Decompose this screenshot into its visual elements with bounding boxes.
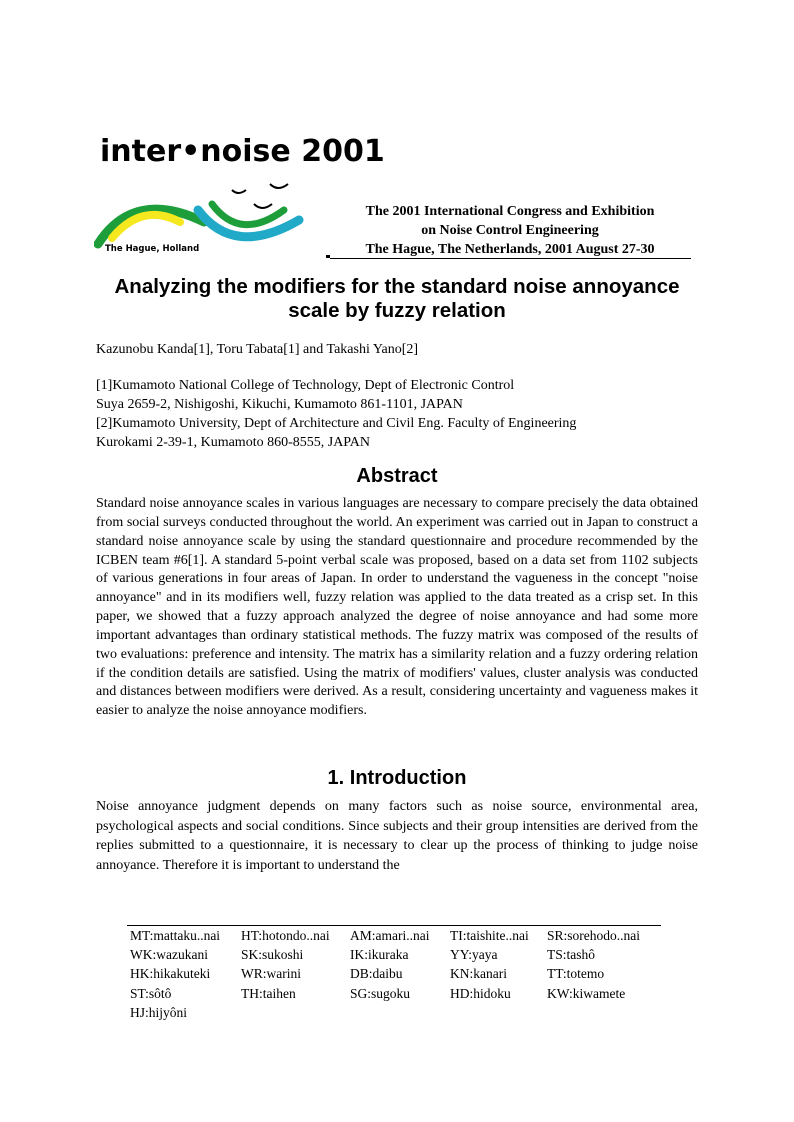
footnote-term: KW:kiwamete	[547, 985, 626, 1001]
paper-title: Analyzing the modifiers for the standard noise annoyance scale by fuzzy relation	[114, 275, 680, 322]
footnote-term: HT:hotondo..nai	[241, 928, 330, 943]
footnote-term: TH:taihen	[241, 985, 296, 1001]
footnote-term: TI:taishite..nai	[450, 928, 529, 943]
affiliation-line: Suya 2659-2, Nishigoshi, Kikuchi, Kumamoto 861-1101, JAPAN	[96, 397, 463, 412]
abstract-text: Standard noise annoyance scales in various languages are necessary to compare precisely the data obtained from social surveys conducted throughout the world. An experiment was carried out in Japan to construct a standard noise annoyance scale by using the standard questionnaire and procedure recommended by the ICBEN team #6[1]. A standard 5-point verbal scale was proposed, based on a data set from 1102 subjects of various generations in four areas of Japan. In order to understand the vagueness in the concept "noise annoyance" and in its modifiers well, fuzzy relation was applied to the data treated as a crisp set. In this paper, we showed that a fuzzy approach analyzed the degree of noise annoyance and had some more important advantages than ordinary statistical methods. The fuzzy matrix was composed of the results of two evaluations: preference and intensity. The matrix has a similarity relation and a fuzzy ordering relation if the condition details are satisfied. Using the matrix of modifiers' values, cluster analysis was conducted and distances between modifiers were derived. As a result, considering uncertainty and vagueness makes it easier to analyze the noise annoyance modifiers.	[96, 496, 698, 719]
introduction-text: Noise annoyance judgment depends on many factors such as noise source, environmental area, psychological aspects and social conditions. Since subjects and their group intensities are derived from the replies submitted to a questionnaire, it is necessary to clear up the process of thinking to judge noise annoyance. Therefore it is important to understand the	[96, 799, 698, 873]
footnote-term: IK:ikuraka	[350, 947, 409, 963]
footnote-term: WR:warini	[241, 966, 301, 982]
footnote-term: TT:totemo	[547, 966, 605, 982]
footnote-term-list	[130, 926, 667, 1022]
affiliation-line: Kurokami 2-39-1, Kumamoto 860-8555, JAPAN	[96, 435, 371, 450]
footnote-term: AM:amari..nai	[350, 928, 430, 943]
footnote-term: SR:sorehodo..nai	[547, 928, 640, 943]
conference-line-1: The 2001 International Congress and Exhibition	[365, 204, 655, 219]
footnote-term: SK:sukoshi	[241, 947, 304, 963]
footnote-term: TS:tashô	[547, 947, 596, 963]
abstract-heading: Abstract	[356, 465, 438, 487]
footnote-term: ST:sôtô	[130, 985, 172, 1001]
paper-authors: Kazunobu Kanda[1], Toru Tabata[1] and Takashi Yano[2]	[96, 342, 419, 357]
footnote-term: WK:wazukani	[130, 947, 208, 963]
introduction-heading: 1. Introduction	[327, 767, 467, 789]
conference-logo-wordmark: inter•noise 2001	[100, 134, 385, 169]
conference-info	[340, 202, 680, 259]
conference-line-2: on Noise Control Engineering	[421, 223, 599, 238]
header-rule	[330, 258, 691, 259]
footnote-term: HD:hidoku	[450, 985, 511, 1001]
footnote-term: DB:daibu	[350, 966, 403, 982]
conference-line-3: The Hague, The Netherlands, 2001 August 27-30	[365, 242, 655, 257]
logo-location: The Hague, Holland	[105, 244, 200, 254]
affiliation-line: [1]Kumamoto National College of Technology, Dept of Electronic Control	[96, 378, 515, 393]
footnote-term: KN:kanari	[450, 966, 507, 982]
affiliation-line: [2]Kumamoto University, Dept of Architecture and Civil Eng. Faculty of Engineering	[96, 416, 577, 431]
footnote-term: HK:hikakuteki	[130, 966, 211, 982]
footnote-term: YY:yaya	[450, 947, 498, 963]
affiliations	[96, 376, 576, 452]
footnote-term: SG:sugoku	[350, 985, 411, 1001]
footnote-term: HJ:hijyôni	[130, 1004, 188, 1020]
footnote-term: MT:mattaku..nai	[130, 928, 221, 943]
